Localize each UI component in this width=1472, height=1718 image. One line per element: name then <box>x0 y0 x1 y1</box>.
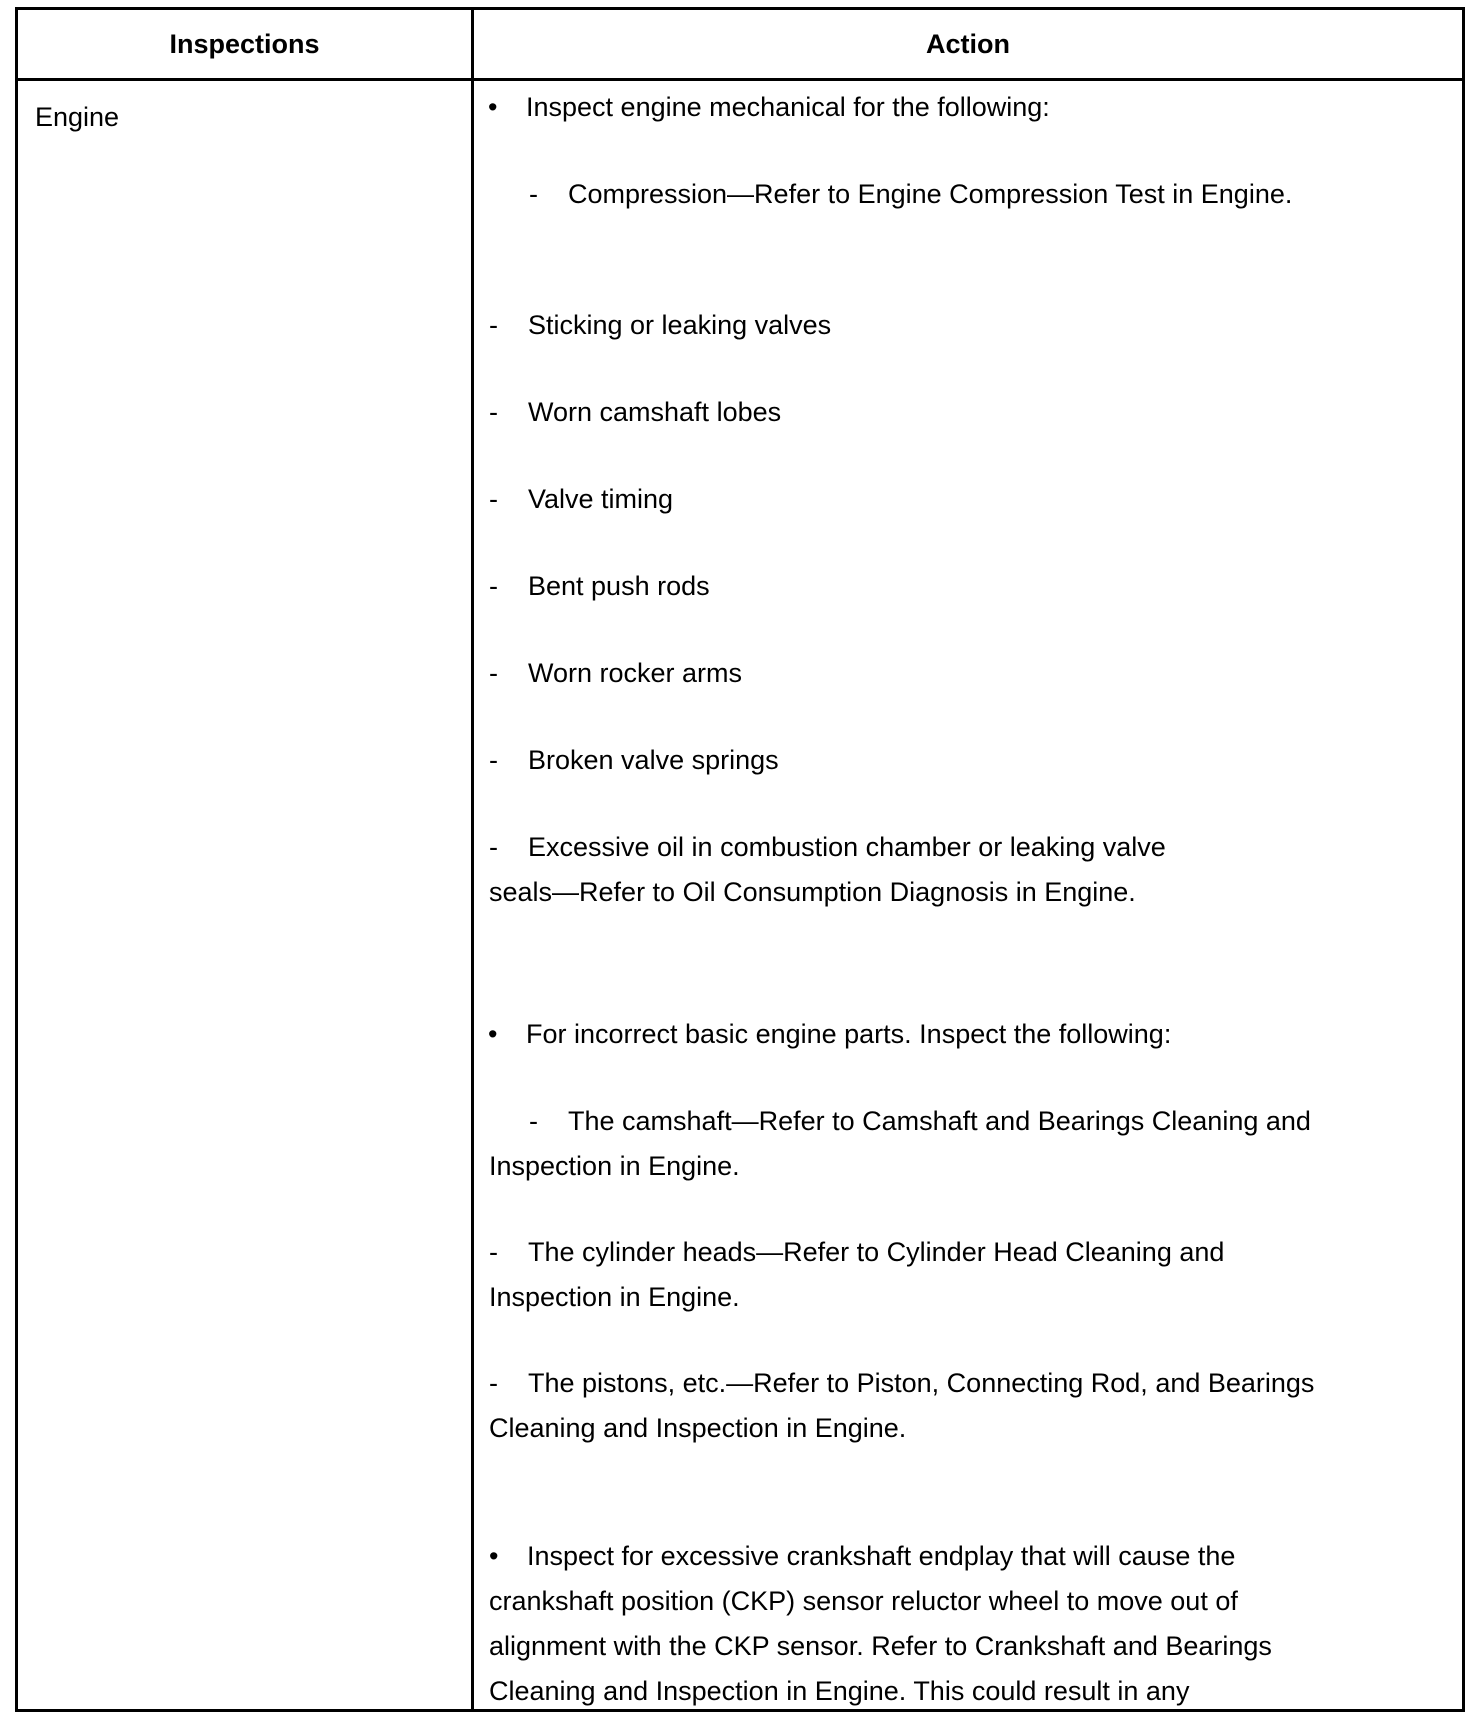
bullet-marker: • <box>488 92 498 122</box>
item-text: Valve timing <box>528 484 674 514</box>
item-text: Excessive oil in combustion chamber or leaking valve <box>528 832 1166 862</box>
item-text: For incorrect basic engine parts. Inspect the following: <box>526 1019 1172 1049</box>
dash-item <box>529 172 1292 217</box>
item-text-continued: seals—Refer to Oil Consumption Diagnosis in Engine. <box>489 877 1136 907</box>
dash-marker: - <box>489 310 498 340</box>
item-text: Broken valve springs <box>528 745 779 775</box>
inspection-table <box>15 7 1465 1712</box>
item-text-continued: Inspection in Engine. <box>489 1282 740 1312</box>
item-text-continued: Cleaning and Inspection in Engine. This could result in any <box>489 1676 1190 1706</box>
dash-item <box>489 651 742 696</box>
dash-item <box>489 1099 1311 1189</box>
item-text-continued: alignment with the CKP sensor. Refer to Crankshaft and Bearings <box>489 1631 1272 1661</box>
header-divider <box>18 78 1462 81</box>
item-text-continued: Cleaning and Inspection in Engine. <box>489 1413 907 1443</box>
dash-item <box>489 738 779 783</box>
dash-item <box>489 303 831 348</box>
bullet-marker: • <box>489 1541 499 1571</box>
dash-item <box>489 477 673 522</box>
item-text: Worn camshaft lobes <box>528 397 782 427</box>
dash-marker: - <box>489 832 498 862</box>
dash-marker: - <box>489 1368 498 1398</box>
dash-item <box>489 1361 1314 1451</box>
inspection-cell: Engine <box>35 102 120 132</box>
item-text-continued: crankshaft position (CKP) sensor reluctor wheel to move out of <box>489 1586 1238 1616</box>
item-text-continued: Inspection in Engine. <box>489 1151 740 1181</box>
item-text: Bent push rods <box>528 571 710 601</box>
item-text: The pistons, etc.—Refer to Piston, Connecting Rod, and Bearings <box>528 1368 1315 1398</box>
dash-marker: - <box>489 1237 498 1267</box>
bullet-marker: • <box>488 1019 498 1049</box>
dash-item <box>489 825 1166 915</box>
dash-item <box>489 390 781 435</box>
dash-marker: - <box>489 658 498 688</box>
bullet-item <box>488 85 1050 130</box>
item-text: Inspect engine mechanical for the following: <box>526 92 1050 122</box>
dash-item <box>489 564 710 609</box>
dash-marker: - <box>489 484 498 514</box>
dash-item <box>489 1230 1224 1320</box>
item-text: Compression—Refer to Engine Compression Test in Engine. <box>568 179 1293 209</box>
header-inspections: Inspections <box>169 29 320 59</box>
dash-marker: - <box>489 397 498 427</box>
bullet-item <box>488 1012 1171 1057</box>
item-text: Worn rocker arms <box>528 658 743 688</box>
dash-marker: - <box>489 571 498 601</box>
item-text: The cylinder heads—Refer to Cylinder Head Cleaning and <box>528 1237 1225 1267</box>
dash-marker: - <box>529 179 538 209</box>
item-text: The camshaft—Refer to Camshaft and Bearings Cleaning and <box>568 1106 1311 1136</box>
header-action: Action <box>926 29 1010 59</box>
dash-marker: - <box>489 745 498 775</box>
dash-marker: - <box>529 1106 538 1136</box>
bullet-item <box>489 1534 1272 1714</box>
item-text: Sticking or leaking valves <box>528 310 832 340</box>
item-text: Inspect for excessive crankshaft endplay that will cause the <box>527 1541 1236 1571</box>
column-divider <box>471 10 474 1709</box>
